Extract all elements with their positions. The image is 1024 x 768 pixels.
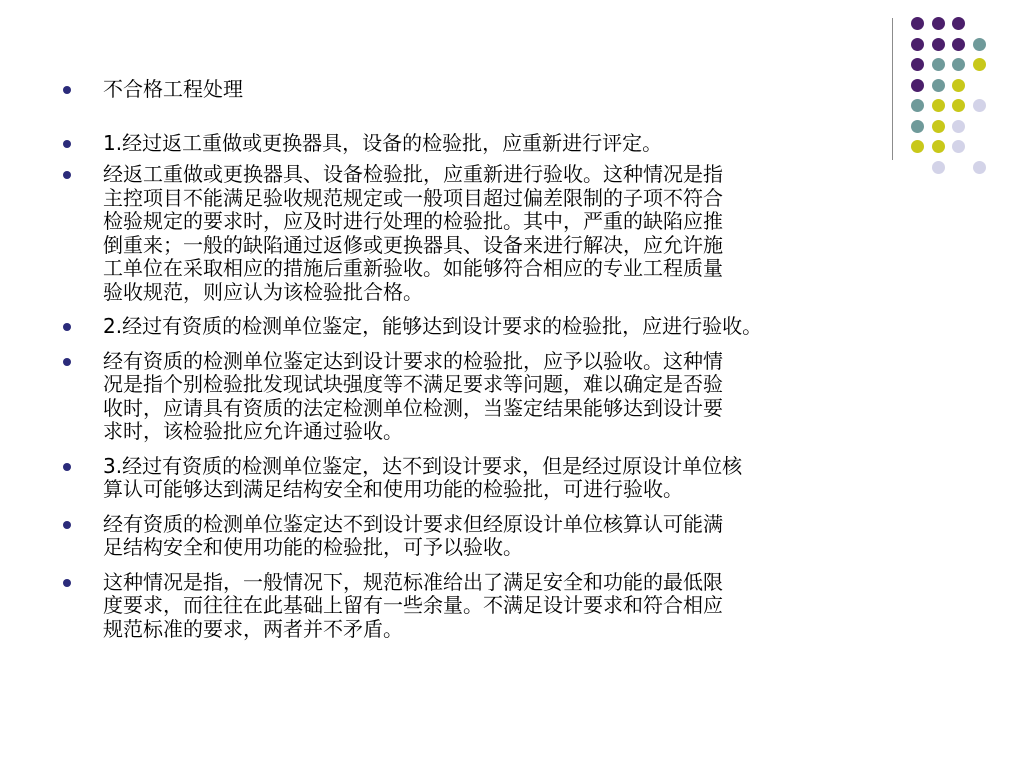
decorative-dot: [911, 58, 924, 71]
bullet-text: 2.经过有资质的检测单位鉴定，能够达到设计要求的检验批，应进行验收。: [103, 314, 763, 338]
bullet-item: [60, 132, 980, 156]
bullet-icon: [63, 140, 71, 148]
decorative-dot: [952, 38, 965, 51]
bullet-icon: [63, 463, 71, 471]
bullet-text: 经有资质的检测单位鉴定达到设计要求的检验批，应予以验收。这种情 况是指个别检验批发现试块强度等不满足要求等问题，难以确定是否验 收时，应请具有资质的法定检测单位检测，当鉴定结果能够达到设计要 求时，该检验批应允许通过验收。: [103, 348, 723, 443]
bullet-icon: [63, 579, 71, 587]
bullet-item: [60, 163, 980, 304]
bullet-icon: [63, 86, 71, 94]
decorative-dot: [911, 38, 924, 51]
decorative-dot: [952, 17, 965, 30]
bullet-icon: [63, 521, 71, 529]
slide-body: [60, 78, 980, 641]
bullet-icon: [63, 358, 71, 366]
bullet-icon: [63, 171, 71, 179]
bullet-icon: [63, 323, 71, 331]
bullet-item: [60, 455, 980, 502]
decorative-dot: [932, 58, 945, 71]
decorative-dot: [973, 58, 986, 71]
bullet-item: [60, 571, 980, 642]
decorative-dot: [932, 17, 945, 30]
bullet-text: 经返工重做或更换器具、设备检验批，应重新进行验收。这种情况是指 主控项目不能满足验收规范规定或一般项目超过偏差限制的子项不符合 检验规定的要求时，应及时进行处理的检验批。其中，严重的缺陷应推 倒重来；一般的缺陷通过返修或更换器具、设备来进行解决，应允许施 工单位在采取相应的措施后重新验收。如能够符合相应的专业工程质量 验收规范，则应认为该检验批合格。: [103, 162, 723, 304]
bullet-item: [60, 315, 980, 339]
bullet-item-heading: [60, 78, 980, 102]
decorative-dot: [973, 38, 986, 51]
bullet-text: 不合格工程处理: [103, 77, 243, 101]
bullet-text: 1.经过返工重做或更换器具，设备的检验批，应重新进行评定。: [103, 130, 663, 155]
bullet-text: 经有资质的检测单位鉴定达不到设计要求但经原设计单位核算认可能满 足结构安全和使用功能的检验批，可予以验收。: [103, 511, 723, 559]
decorative-dot: [952, 58, 965, 71]
decorative-dot: [911, 17, 924, 30]
bullet-text: 这种情况是指，一般情况下，规范标准给出了满足安全和功能的最低限 度要求，而往往在此基础上留有一些余量。不满足设计要求和符合相应 规范标准的要求，两者并不矛盾。: [103, 569, 723, 641]
bullet-text: 3.经过有资质的检测单位鉴定，达不到设计要求，但是经过原设计单位核 算认可能够达到满足结构安全和使用功能的检验批，可进行验收。: [103, 453, 743, 501]
bullet-item: [60, 350, 980, 444]
decorative-dot: [932, 38, 945, 51]
bullet-item: [60, 513, 980, 560]
